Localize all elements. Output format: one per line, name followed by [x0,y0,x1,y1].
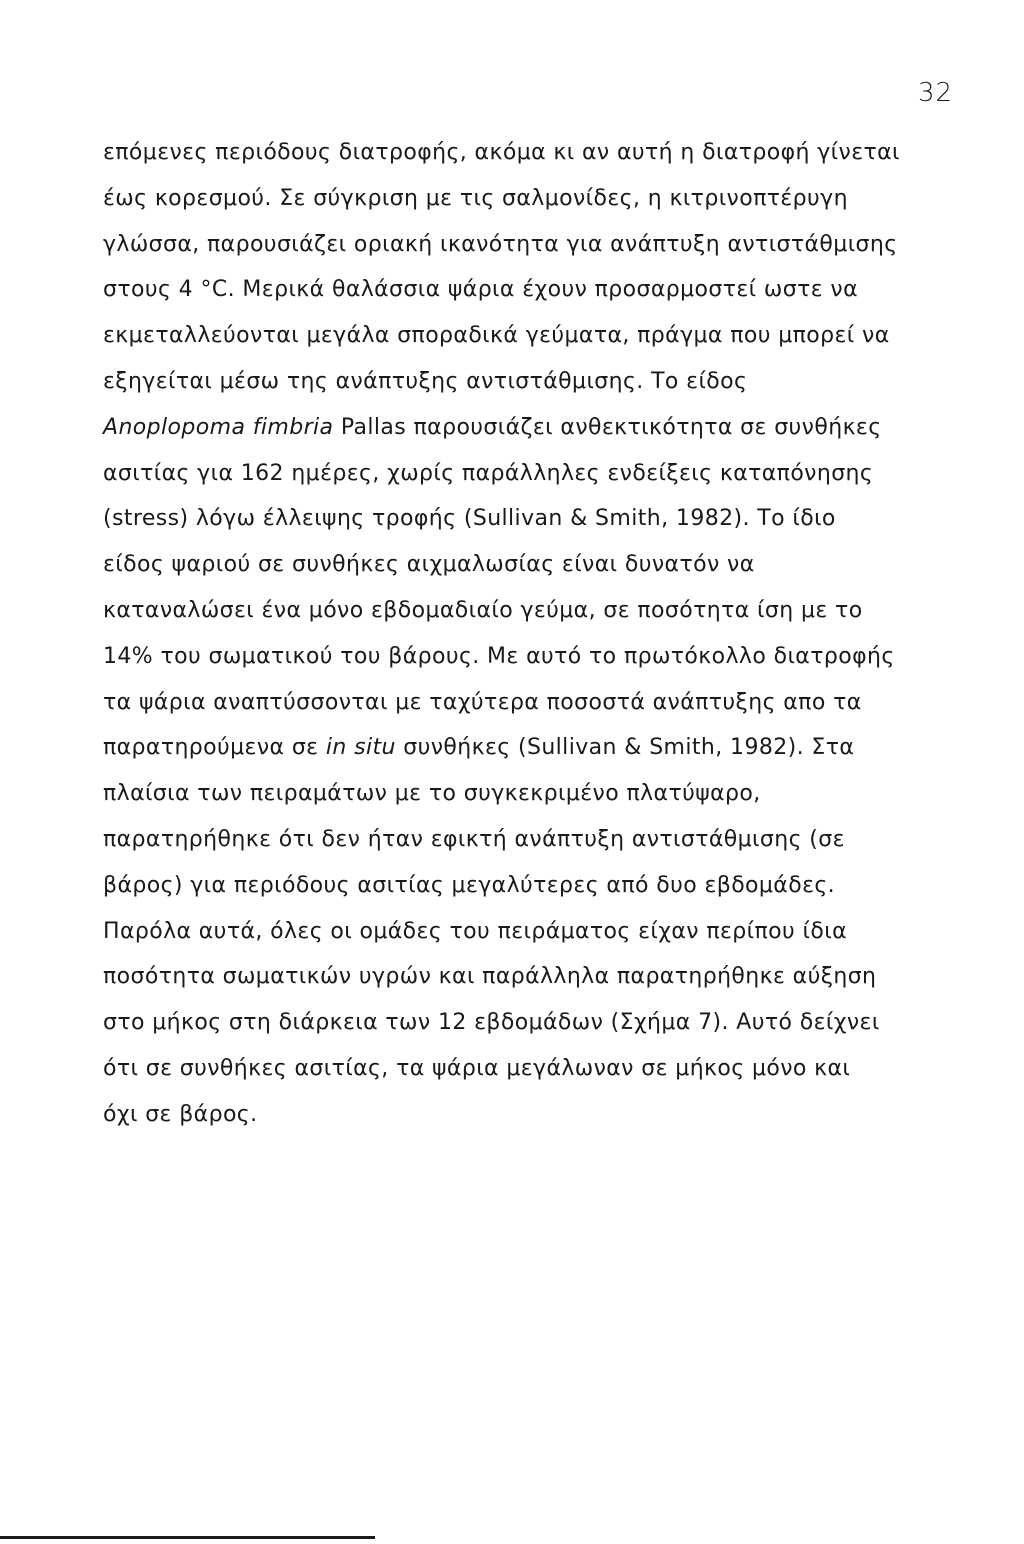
page-number: 32 [918,78,954,108]
text-line: έως κορεσμού. Σε σύγκριση με τις σαλμονίδες, η κιτρινοπτέρυγη [103,185,848,211]
text-line: όχι σε βάρος. [103,1101,258,1127]
text-line-rest: Pallas παρουσιάζει ανθεκτικότητα σε συνθήκες [333,414,882,440]
text-line-start: παρατηρούμενα σε [103,735,326,761]
text-line: στο μήκος στη διάρκεια των 12 εβδομάδων (Σχήμα 7). Αυτό δείχνει [103,1010,880,1036]
species-name-italic: Anoplopoma fimbria [103,414,334,440]
text-line: καταναλώσει ένα μόνο εβδομαδιαίο γεύμα, σε ποσότητα ίση με το [103,597,863,623]
text-line: γλώσσα, παρουσιάζει οριακή ικανότητα για ανάπτυξη αντιστάθμισης [103,231,898,257]
text-line: ποσότητα σωματικών υγρών και παράλληλα παρατηρήθηκε αύξηση [103,964,877,990]
footer-rule [0,1536,375,1539]
text-line: 14% του σωματικού του βάρους. Με αυτό το πρωτόκολλο διατροφής [103,643,895,669]
text-line-rest: συνθήκες (Sullivan & Smith, 1982). Στα [395,735,855,761]
text-line: στους 4 °C. Μερικά θαλάσσια ψάρια έχουν προσαρμοστεί ωστε να [103,277,859,303]
text-line: εκμεταλλεύονται μεγάλα σποραδικά γεύματα, πράγμα που μπορεί να [103,323,890,349]
text-line: εξηγείται μέσω της ανάπτυξης αντιστάθμισης. Το είδος [103,368,748,394]
text-line: πλαίσια των πειραμάτων με το συγκεκριμένο πλατύψαρο, [103,781,761,807]
in-situ-italic: in situ [325,735,396,761]
text-line: (stress) λόγω έλλειψης τροφής (Sullivan & Smith, 1982). Το ίδιο [103,506,836,532]
text-line [103,405,903,451]
text-line: τα ψάρια αναπτύσσονται με ταχύτερα ποσοστά ανάπτυξης απο τα [103,689,862,715]
text-line: ότι σε συνθήκες ασιτίας, τα ψάρια μεγάλωναν σε μήκος μόνο και [103,1055,851,1081]
text-line: είδος ψαριού σε συνθήκες αιχμαλωσίας είναι δυνατόν να [103,552,755,578]
text-line: επόμενες περιόδους διατροφής, ακόμα κι αν αυτή η διατροφή γίνεται [103,140,900,165]
text-line [103,725,903,771]
text-line: βάρος) για περιόδους ασιτίας μεγαλύτερες από δυο εβδομάδες. [103,872,836,898]
text-line: ασιτίας για 162 ημέρες, χωρίς παράλληλες ενδείξεις καταπόνησης [103,460,874,486]
body-paragraph [103,130,903,1138]
text-line: Παρόλα αυτά, όλες οι ομάδες του πειράματος είχαν περίπου ίδια [103,918,847,944]
text-line: παρατηρήθηκε ότι δεν ήταν εφικτή ανάπτυξη αντιστάθμισης (σε [103,826,845,852]
